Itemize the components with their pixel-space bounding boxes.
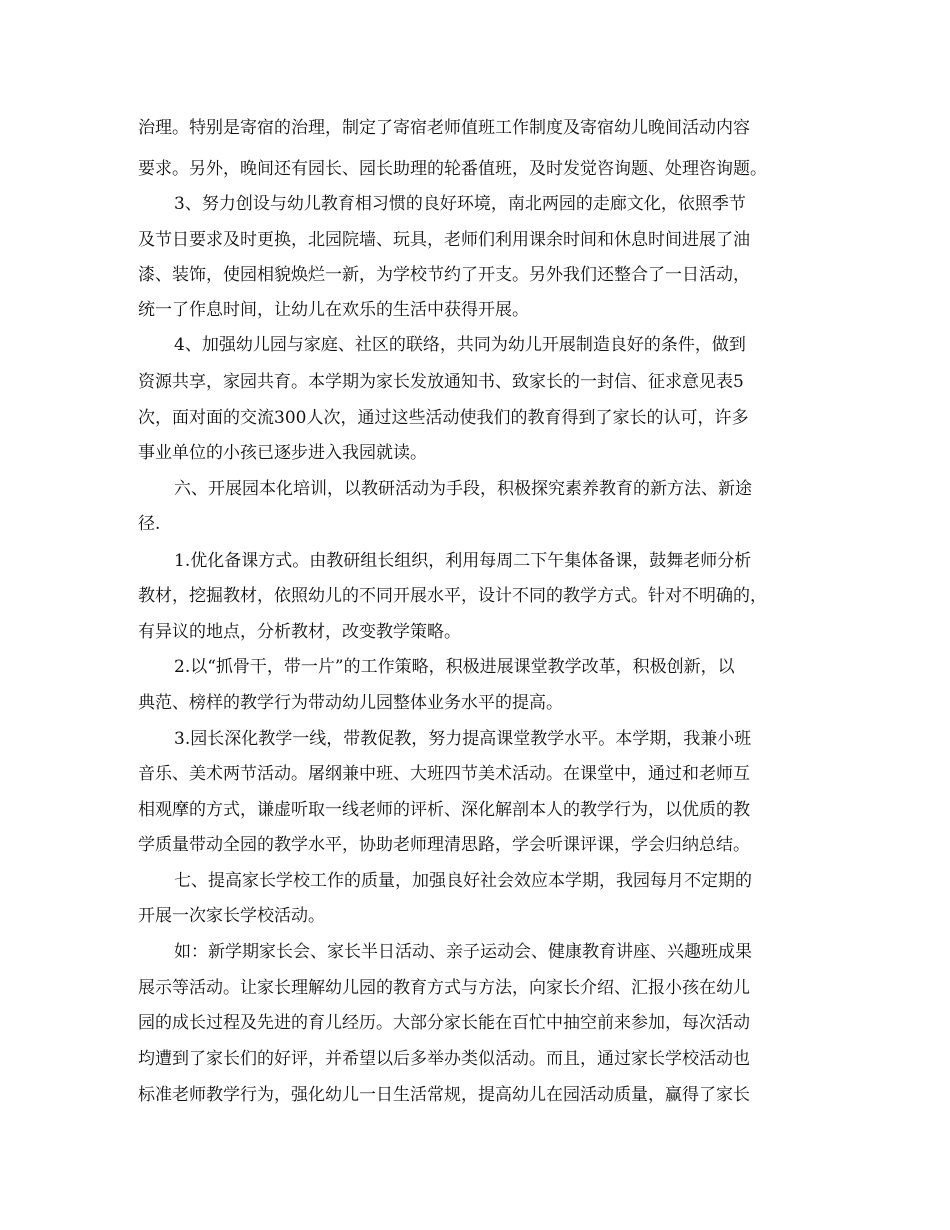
text-line: 相观摩的方式，谦虚听取一线老师的评析、深化解剖本人的教学行为，以优质的教: [138, 800, 750, 820]
text-line: 教材，挖掘教材，依照幼儿的不同开展水平，设计不同的教学方式。针对不明确的，: [138, 586, 767, 606]
text-line: 治理。特别是寄宿的治理，制定了寄宿老师值班工作制度及寄宿幼儿晚间活动内容: [138, 118, 750, 138]
text-line: 资源共享，家园共育。本学期为家长发放通知书、致家长的一封信、征求意见表5: [138, 372, 744, 392]
text-line: 有异议的地点，分析教材，改变教学策略。: [138, 622, 461, 642]
text-line: 学质量带动全园的教学水平，协助老师理清思路，学会听课评课，学会归纳总结。: [138, 835, 750, 855]
text-line: 事业单位的小孩已逐步进入我园就读。: [138, 443, 427, 463]
text-line: 1.优化备课方式。由教研组长组织，利用每周二下午集体备课，鼓舞老师分析: [174, 551, 752, 571]
text-line: 径.: [138, 514, 161, 534]
text-line: 标准老师教学行为，强化幼儿一日生活常规，提高幼儿在园活动质量，赢得了家长: [138, 1085, 750, 1105]
text-line: 要求。另外，晚间还有园长、园长助理的轮番值班，及时发觉咨询题、处理咨询题。: [138, 159, 767, 179]
text-line: 音乐、美术两节活动。屠纲兼中班、大班四节美术活动。在课堂中，通过和老师互: [138, 764, 750, 784]
text-line: 3、努力创设与幼儿教育相习惯的良好环境，南北两园的走廊文化，依照季节: [174, 194, 746, 214]
text-line: 次，面对面的交流300人次，通过这些活动使我们的教育得到了家长的认可，许多: [138, 408, 749, 428]
text-line: 六、开展园本化培训，以教研活动为手段，积极探究素养教育的新方法、新途: [174, 479, 752, 499]
text-line: 4、加强幼儿园与家庭、社区的联络，共同为幼儿开展制造良好的条件，做到: [174, 335, 746, 355]
text-line: 开展一次家长学校活动。: [138, 906, 325, 926]
text-line: 3.园长深化教学一线，带教促教，努力提高课堂教学水平。本学期，我兼小班: [174, 729, 752, 749]
text-line: 2.以“抓骨干，带一片”的工作策略，积极进展课堂教学改革，积极创新，以: [174, 657, 735, 677]
text-line: 如：新学期家长会、家长半日活动、亲子运动会、健康教育讲座、兴趣班成果: [174, 942, 752, 962]
text-line: 七、提高家长学校工作的质量，加强良好社会效应本学期，我园每月不定期的: [174, 871, 752, 891]
text-line: 典范、榜样的教学行为带动幼儿园整体业务水平的提高。: [138, 693, 563, 713]
text-line: 展示等活动。让家长理解幼儿园的教育方式与方法，向家长介绍、汇报小孩在幼儿: [138, 978, 750, 998]
text-line: 园的成长过程及先进的育儿经历。大部分家长能在百忙中抽空前来参加，每次活动: [138, 1013, 750, 1033]
text-line: 及节日要求及时更换，北园院墙、玩具，老师们利用课余时间和休息时间进展了油: [138, 230, 750, 250]
text-line: 统一了作息时间，让幼儿在欢乐的生活中获得开展。: [138, 300, 529, 320]
text-line: 均遭到了家长们的好评，并希望以后多举办类似活动。而且，通过家长学校活动也: [138, 1049, 750, 1069]
text-line: 漆、装饰，使园相貌焕烂一新，为学校节约了开支。另外我们还整合了一日活动，: [138, 265, 750, 285]
